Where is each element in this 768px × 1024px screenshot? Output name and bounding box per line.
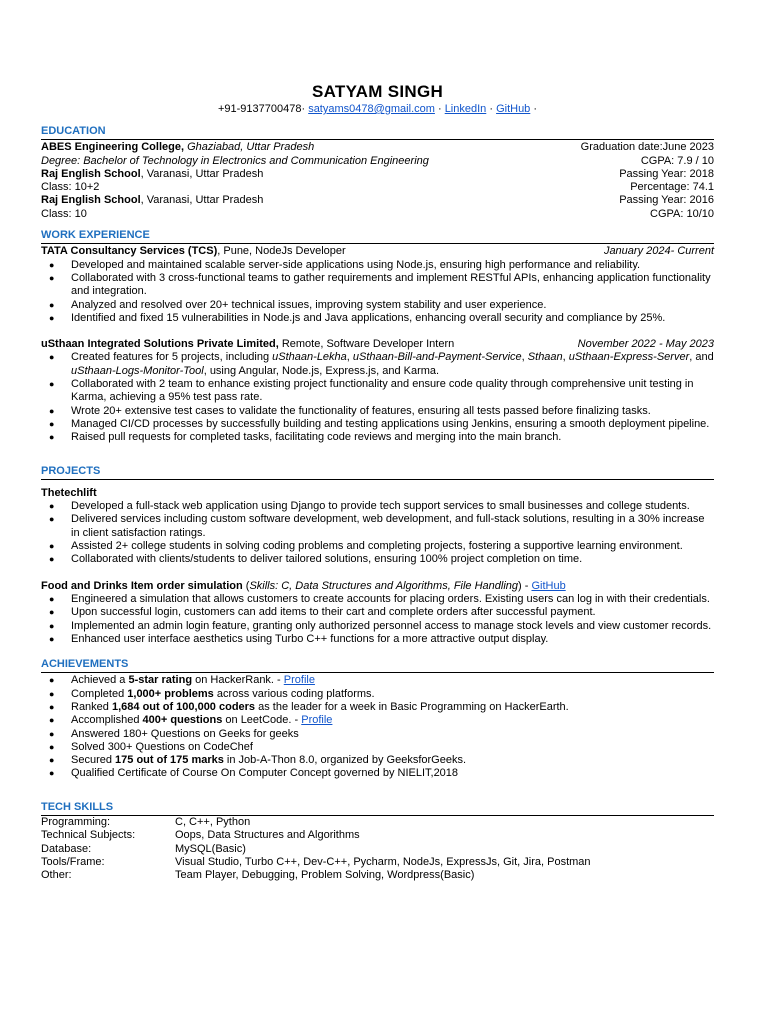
- skill-category: Other:: [41, 869, 72, 882]
- institution-name: ABES Engineering College,: [41, 141, 185, 154]
- class-text: Class: 10+2: [41, 181, 100, 194]
- project-bullets: [41, 500, 714, 566]
- list-item: ● Implemented an admin login feature, granting only authorized personnel access to manage stock levels and view customer records.: [41, 620, 714, 633]
- list-item: ● Developed and maintained scalable server-side applications using Node.js, ensuring high performance and reliability.: [41, 259, 714, 272]
- skill-category: Tools/Frame:: [41, 855, 105, 868]
- separator: ·: [486, 103, 497, 115]
- paren: (: [242, 579, 250, 592]
- project-github-link[interactable]: GitHub: [531, 579, 566, 592]
- hackerrank-profile-link[interactable]: Profile: [283, 674, 315, 687]
- job-role: Remote, Software Developer Intern: [278, 338, 455, 351]
- list-item: ● Achieved a 5-star rating on HackerRank. - Profile: [41, 674, 714, 687]
- list-item: ● Engineered a simulation that allows customers to create accounts for placing orders. Existing users can log in with their credentials.: [41, 593, 714, 606]
- list-item: ● Developed a full-stack web application using Django to provide tech support services to small businesses and college students.: [41, 500, 714, 513]
- skill-values: Visual Studio, Turbo C++, Dev-C++, Pycharm, NodeJs, ExpressJs, Git, Jira, Postman: [175, 855, 591, 868]
- education-date: Passing Year: 2018: [619, 167, 714, 180]
- institution-name: Raj English School: [41, 194, 141, 207]
- list-item: ● Collaborated with 3 cross-functional teams to gather requirements and implement RESTful APIs, enhancing application functionality and integration.: [41, 272, 714, 299]
- list-item: ● Answered 180+ Questions on Geeks for geeks: [41, 728, 714, 741]
- education-row: [41, 141, 714, 154]
- job-bullets: [41, 259, 714, 325]
- project-title-line: [41, 580, 714, 593]
- class-text: Class: 10: [41, 207, 87, 220]
- skill-values: MySQL(Basic): [175, 842, 246, 855]
- education-score: Percentage: 74.1: [630, 181, 714, 194]
- list-item: ● Solved 300+ Questions on CodeChef: [41, 741, 714, 754]
- list-item: ● Completed 1,000+ problems across various coding platforms.: [41, 688, 714, 701]
- education-score: CGPA: 7.9 / 10: [640, 154, 714, 167]
- email-link[interactable]: satyams0478@gmail.com: [308, 103, 435, 115]
- candidate-name: SATYAM SINGH: [311, 82, 444, 101]
- section-heading-achievements: ACHIEVEMENTS: [41, 658, 714, 673]
- list-item: ● Accomplished 400+ questions on LeetCode. - Profile: [41, 714, 714, 727]
- skill-category: Programming:: [41, 816, 111, 829]
- project-title: Food and Drinks Item order simulation: [41, 579, 243, 592]
- contact-line: [41, 102, 714, 116]
- section-heading-education: EDUCATION: [41, 125, 714, 140]
- list-item: ● Qualified Certificate of Course On Computer Concept governed by NIELIT,2018: [41, 767, 714, 780]
- spacer: [41, 567, 714, 580]
- list-item: ● Identified and fixed 15 vulnerabilities in Node.js and Java applications, enhancing overall security and compliance by 25%.: [41, 312, 714, 325]
- skill-row: [41, 843, 714, 856]
- list-item: ● Raised pull requests for completed tasks, facilitating code reviews and merging into the main branch.: [41, 431, 714, 444]
- company-name: TATA Consultancy Services (TCS): [41, 245, 218, 258]
- education-list: [41, 141, 714, 221]
- list-item: ● Wrote 20+ extensive test cases to validate the functionality of features, ensuring all tests passed before finalizing tasks.: [41, 405, 714, 418]
- skill-row: [41, 869, 714, 882]
- institution-location: , Varanasi, Uttar Pradesh: [140, 167, 264, 180]
- education-row: [41, 208, 714, 221]
- list-item: ● Collaborated with 2 team to enhance existing project functionality and ensure code quality through comprehensive unit testing in Karma, achieving a 95% test pass rate.: [41, 378, 714, 405]
- skill-row: [41, 829, 714, 842]
- achievement-list: [41, 674, 714, 780]
- skills-table: [41, 816, 714, 882]
- list-item: ● Enhanced user interface aesthetics using Turbo C++ functions for a more attractive output display.: [41, 633, 714, 646]
- institution-location: Ghaziabad, Uttar Pradesh: [184, 141, 315, 154]
- education-row: [41, 181, 714, 194]
- education-row: [41, 194, 714, 207]
- institution-location: , Varanasi, Uttar Pradesh: [140, 194, 264, 207]
- list-item: ● Created features for 5 projects, including uSthaan-Lekha, uSthaan-Bill-and-Payment-Service, Sthaan, uSthaan-Express-Server, and uSthaan-Logs-Monitor-Tool, using Angular, Node.js, Express.js, and Karma.: [41, 351, 714, 378]
- skill-category: Technical Subjects:: [41, 829, 136, 842]
- project-bullets: [41, 593, 714, 646]
- list-item: ● Analyzed and resolved over 20+ technical issues, improving system stability and user experience.: [41, 299, 714, 312]
- separator: ·: [434, 103, 445, 115]
- linkedin-link[interactable]: LinkedIn: [444, 103, 487, 115]
- skill-row: [41, 856, 714, 869]
- education-row: [41, 168, 714, 181]
- degree-text: Degree: Bachelor of Technology in Electronics and Communication Engineering: [41, 154, 429, 167]
- spacer: [41, 480, 714, 487]
- section-heading-work: WORK EXPERIENCE: [41, 229, 714, 244]
- job-header: [41, 338, 714, 351]
- skill-values: Oops, Data Structures and Algorithms: [175, 829, 360, 842]
- paren: ) -: [518, 579, 532, 592]
- project-title: Thetechlift: [41, 486, 97, 499]
- job-bullets: [41, 351, 714, 444]
- list-item: ● Upon successful login, customers can add items to their cart and complete orders after successful payment.: [41, 606, 714, 619]
- list-item: ● Collaborated with clients/students to deliver tailored solutions, ensuring 100% project completion on time.: [41, 553, 714, 566]
- job-dates: November 2022 - May 2023: [577, 338, 714, 351]
- phone-number: +91-9137700478·: [217, 103, 306, 115]
- list-item: ● Delivered services including custom software development, web development, and full-stack solutions, resulting in a 30% increase in client satisfaction ratings.: [41, 513, 714, 540]
- project-skills: Skills: C, Data Structures and Algorithms, File Handling: [249, 579, 519, 592]
- list-item: ● Ranked 1,684 out of 100,000 coders as the leader for a week in Basic Programming on HackerEarth.: [41, 701, 714, 714]
- list-item: ● Assisted 2+ college students in solving coding problems and completing projects, fostering a supportive learning environment.: [41, 540, 714, 553]
- skill-row: [41, 816, 714, 829]
- skill-category: Database:: [41, 842, 92, 855]
- section-heading-projects: PROJECTS: [41, 465, 714, 480]
- company-name: uSthaan Integrated Solutions Private Limited,: [41, 338, 279, 351]
- education-score: CGPA: 10/10: [650, 207, 714, 220]
- job-dates: January 2024- Current: [603, 245, 714, 258]
- institution-name: Raj English School: [41, 167, 141, 180]
- leetcode-profile-link[interactable]: Profile: [301, 714, 333, 727]
- list-item: ● Managed CI/CD processes by successfully building and testing applications using Jenkins, ensuring a smooth deployment pipeline.: [41, 418, 714, 431]
- spacer: [41, 325, 714, 338]
- job-header: [41, 245, 714, 258]
- education-date: Passing Year: 2016: [619, 194, 714, 207]
- section-heading-skills: TECH SKILLS: [41, 801, 714, 816]
- list-item: ● Secured 175 out of 175 marks in Job-A-Thon 8.0, organized by GeeksforGeeks.: [41, 754, 714, 767]
- job-role: , Pune, NodeJs Developer: [217, 245, 346, 258]
- skill-values: C, C++, Python: [175, 816, 251, 829]
- education-date: Graduation date:June 2023: [580, 141, 714, 154]
- skill-values: Team Player, Debugging, Problem Solving, Wordpress(Basic): [175, 869, 475, 882]
- github-link[interactable]: GitHub: [496, 103, 531, 115]
- separator: ·: [530, 103, 538, 115]
- education-row: [41, 155, 714, 168]
